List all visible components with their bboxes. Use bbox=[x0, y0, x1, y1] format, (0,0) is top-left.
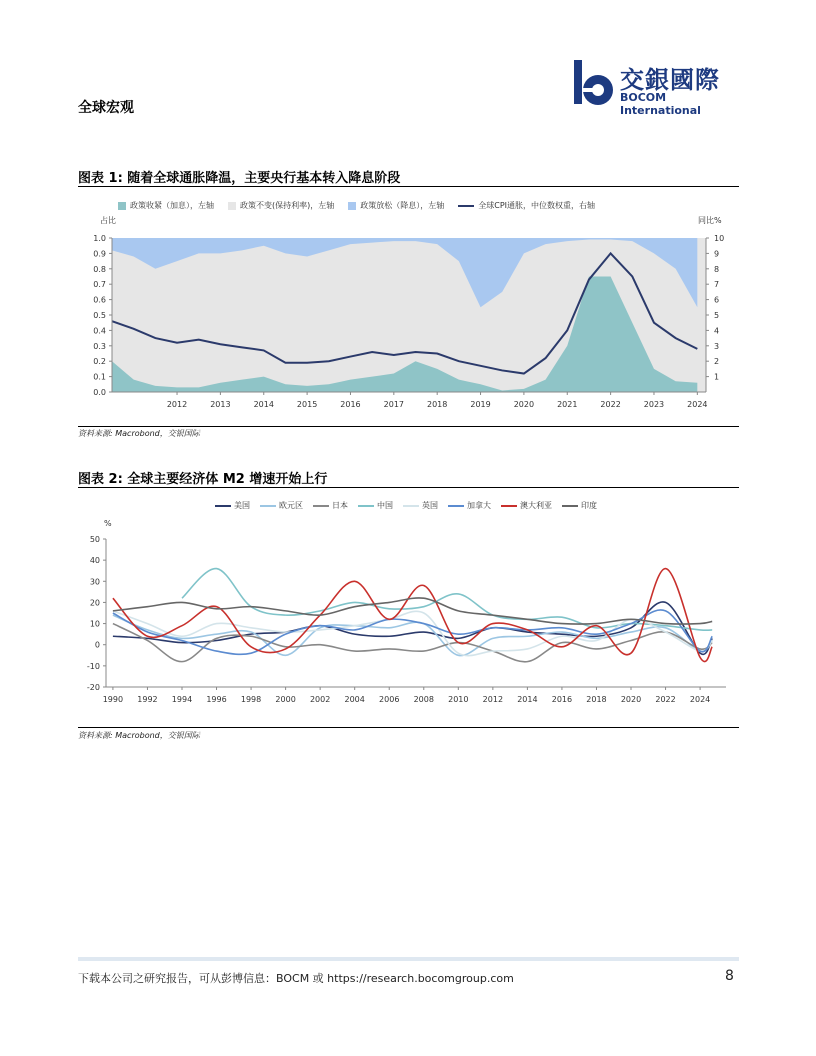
legend-label: 加拿大 bbox=[467, 501, 491, 510]
legend-label: 中国 bbox=[377, 501, 393, 510]
legend-item bbox=[403, 500, 438, 511]
y-tick-label: -20 bbox=[86, 683, 100, 692]
legend-swatch bbox=[348, 202, 356, 210]
figure1-chart bbox=[78, 212, 739, 417]
legend-label: 印度 bbox=[581, 501, 597, 510]
left-tick-label: 0.7 bbox=[93, 280, 106, 290]
x-tick-label: 2017 bbox=[383, 400, 405, 409]
x-tick-label: 2022 bbox=[655, 695, 676, 704]
footer-divider bbox=[78, 957, 739, 961]
legend-item bbox=[260, 500, 303, 511]
x-tick-label: 2020 bbox=[513, 400, 535, 409]
legend-item bbox=[313, 500, 348, 511]
x-tick-label: 2012 bbox=[166, 400, 188, 409]
figure2-chart bbox=[78, 515, 739, 715]
left-tick-label: 0.8 bbox=[93, 264, 106, 274]
legend-label: 政策收紧（加息），左轴 bbox=[130, 201, 214, 210]
legend-swatch bbox=[118, 202, 126, 210]
legend-item bbox=[562, 500, 597, 511]
bocom-logo-icon bbox=[570, 58, 616, 108]
x-tick-label: 2016 bbox=[340, 400, 361, 409]
left-tick-label: 0.9 bbox=[93, 249, 106, 259]
x-tick-label: 2022 bbox=[600, 400, 621, 409]
right-tick-label: 3 bbox=[714, 341, 720, 351]
logo-english-text: BOCOM International bbox=[620, 91, 701, 117]
legend-item bbox=[501, 500, 552, 511]
figure1-title: 图表 1: 随着全球通胀降温，主要央行基本转入降息阶段 bbox=[78, 171, 401, 186]
left-tick-label: 0.6 bbox=[93, 295, 106, 305]
legend-line bbox=[358, 505, 374, 507]
legend-item-tighten bbox=[118, 200, 214, 211]
legend-label: 欧元区 bbox=[279, 501, 303, 510]
figure1-top-rule bbox=[78, 186, 739, 187]
right-tick-label: 2 bbox=[714, 357, 720, 367]
y-tick-label: 40 bbox=[89, 556, 100, 566]
x-tick-label: 2018 bbox=[586, 695, 607, 704]
y-axis-title: % bbox=[104, 519, 112, 528]
x-tick-label: 2020 bbox=[620, 695, 642, 704]
page-number: 8 bbox=[725, 968, 734, 984]
legend-item bbox=[448, 500, 491, 511]
x-tick-label: 2015 bbox=[296, 400, 318, 409]
y-tick-label: 20 bbox=[89, 598, 100, 608]
x-tick-label: 2024 bbox=[689, 695, 711, 704]
figure2-legend bbox=[215, 500, 635, 511]
right-tick-label: 6 bbox=[714, 295, 720, 305]
x-tick-label: 2004 bbox=[344, 695, 365, 704]
figure2-source: 资料来源: Macrobond，交银国际 bbox=[78, 731, 200, 740]
x-tick-label: 2023 bbox=[643, 400, 665, 409]
legend-label: 政策放松（降息），左轴 bbox=[360, 201, 445, 210]
legend-label: 政策不变(保持利率)，左轴 bbox=[240, 201, 335, 210]
x-tick-label: 2012 bbox=[482, 695, 504, 704]
left-tick-label: 0.5 bbox=[93, 311, 106, 320]
x-tick-label: 2008 bbox=[413, 695, 434, 704]
x-tick-label: 1994 bbox=[171, 695, 193, 704]
legend-label: 日本 bbox=[332, 501, 348, 510]
legend-label: 澳大利亚 bbox=[520, 501, 552, 510]
x-tick-label: 1992 bbox=[137, 695, 158, 704]
figure2-title: 图表 2: 全球主要经济体 M2 增速开始上行 bbox=[78, 472, 328, 487]
figure1-bottom-rule bbox=[78, 426, 739, 427]
y-tick-label: 50 bbox=[89, 535, 100, 544]
series-line bbox=[182, 569, 712, 631]
x-tick-label: 2006 bbox=[379, 695, 400, 704]
legend-line bbox=[562, 505, 578, 507]
figure1-source: 资料来源: Macrobond，交银国际 bbox=[78, 429, 200, 438]
right-tick-label: 7 bbox=[714, 280, 720, 290]
left-tick-label: 0.3 bbox=[93, 341, 106, 351]
right-tick-label: 4 bbox=[714, 326, 720, 336]
left-tick-label: 0.4 bbox=[93, 326, 106, 336]
legend-item-hold bbox=[228, 200, 334, 211]
right-axis-title: 同比% bbox=[698, 216, 722, 225]
x-tick-label: 2014 bbox=[517, 695, 538, 704]
right-tick-label: 8 bbox=[714, 264, 720, 274]
x-tick-label: 2019 bbox=[470, 400, 491, 409]
left-tick-label: 1.0 bbox=[93, 234, 106, 243]
legend-line bbox=[458, 205, 474, 207]
legend-line bbox=[403, 505, 419, 507]
x-tick-label: 2021 bbox=[557, 400, 578, 409]
x-tick-label: 1998 bbox=[240, 695, 262, 704]
legend-label: 美国 bbox=[234, 501, 250, 510]
legend-line bbox=[501, 505, 517, 507]
figure2-bottom-rule bbox=[78, 727, 739, 728]
right-tick-label: 1 bbox=[714, 372, 720, 382]
right-tick-label: 5 bbox=[714, 311, 720, 320]
figure1-legend bbox=[118, 200, 718, 211]
left-axis-title: 占比 bbox=[100, 216, 116, 225]
legend-line bbox=[215, 505, 231, 507]
x-tick-label: 2014 bbox=[253, 400, 274, 409]
legend-swatch bbox=[228, 202, 236, 210]
section-title: 全球宏观 bbox=[78, 100, 134, 116]
y-tick-label: 0 bbox=[94, 640, 100, 650]
footer-text: 下载本公司之研究报告，可从彭博信息：BOCM 或 https://research.bocomgroup.com bbox=[78, 972, 514, 985]
y-tick-label: 10 bbox=[89, 619, 100, 629]
legend-label: 英国 bbox=[422, 501, 438, 510]
logo-chinese-text: 交銀國際 bbox=[620, 66, 720, 94]
left-tick-label: 0.0 bbox=[93, 388, 106, 397]
left-tick-label: 0.1 bbox=[93, 372, 106, 382]
figure2-top-rule bbox=[78, 487, 739, 488]
x-tick-label: 2002 bbox=[309, 695, 331, 704]
x-tick-label: 1996 bbox=[206, 695, 227, 704]
x-tick-label: 2016 bbox=[551, 695, 573, 704]
x-tick-label: 2018 bbox=[427, 400, 448, 409]
x-tick-label: 2024 bbox=[687, 400, 708, 409]
bocom-logo bbox=[570, 58, 745, 117]
y-tick-label: -10 bbox=[86, 661, 100, 671]
legend-item bbox=[358, 500, 393, 511]
y-tick-label: 30 bbox=[89, 577, 100, 587]
legend-item-cpi bbox=[458, 200, 595, 211]
legend-label: 全球CPI通胀，中位数权重，右轴 bbox=[478, 201, 596, 210]
x-tick-label: 2010 bbox=[448, 695, 469, 704]
x-tick-label: 2013 bbox=[210, 400, 231, 409]
legend-line bbox=[448, 505, 464, 507]
x-tick-label: 1990 bbox=[102, 695, 124, 704]
left-tick-label: 0.2 bbox=[93, 357, 106, 367]
right-tick-label: 10 bbox=[714, 234, 725, 243]
legend-item bbox=[215, 500, 250, 511]
legend-line bbox=[313, 505, 329, 507]
legend-line bbox=[260, 505, 276, 507]
right-tick-label: 9 bbox=[714, 249, 720, 259]
legend-item-ease bbox=[348, 200, 444, 211]
x-tick-label: 2000 bbox=[275, 695, 296, 704]
